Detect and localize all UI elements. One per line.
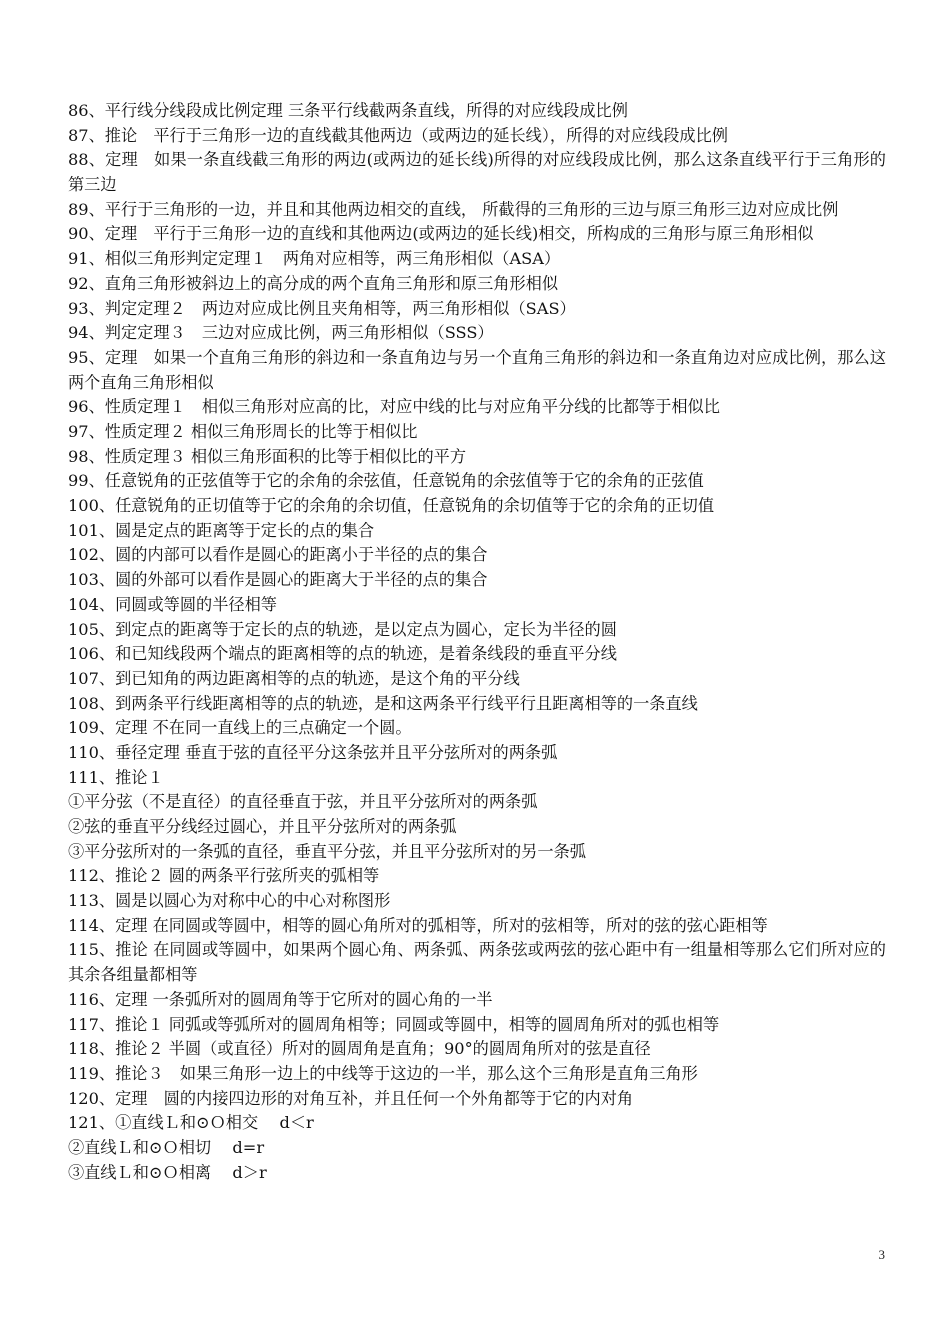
theorem-104: 104、同圆或等圆的半径相等 bbox=[68, 594, 277, 614]
theorem-103: 103、圆的外部可以看作是圆心的距离大于半径的点的集合 bbox=[68, 570, 488, 590]
theorem-121-item-2: ②直线Ｌ和⊙Ｏ相切 d=r bbox=[68, 1138, 265, 1157]
theorem-116: 116、定理 一条弧所对的圆周角等于它所对的圆心角的一半 bbox=[68, 989, 493, 1009]
theorem-117: 117、推论１ 同弧或等弧所对的圆周角相等；同圆或等圆中，相等的圆周角所对的弧也相等 bbox=[68, 1014, 720, 1034]
theorem-96: 96、性质定理１ 相似三角形对应高的比，对应中线的比与对应角平分线的比都等于相似比 bbox=[68, 397, 720, 417]
theorem-115: 115、推论 在同圆或等圆中，如果两个圆心角、两条弧、两条弦或两弦的弦心距中有一组量相等那么它们所对应的其余各组量都相等 bbox=[68, 940, 886, 985]
corollary-111-item-3: ③平分弦所对的一条弧的直径，垂直平分弦，并且平分弦所对的另一条弧 bbox=[68, 841, 586, 861]
theorem-86: 86、平行线分线段成比例定理 三条平行线截两条直线，所得的对应线段成比例 bbox=[68, 101, 628, 120]
theorem-121-item-3: ③直线Ｌ和⊙Ｏ相离 d＞r bbox=[68, 1162, 267, 1182]
theorem-87: 87、推论 平行于三角形一边的直线截其他两边（或两边的延长线），所得的对应线段成比例 bbox=[68, 125, 728, 145]
theorem-113: 113、圆是以圆心为对称中心的中心对称图形 bbox=[68, 891, 391, 911]
theorem-102: 102、圆的内部可以看作是圆心的距离小于半径的点的集合 bbox=[68, 545, 488, 565]
theorem-110: 110、垂径定理 垂直于弦的直径平分这条弦并且平分弦所对的两条弧 bbox=[68, 742, 558, 762]
document-body bbox=[68, 99, 886, 1185]
corollary-111-item-1: ①平分弦（不是直径）的直径垂直于弦，并且平分弦所对的两条弧 bbox=[68, 792, 538, 812]
theorem-106: 106、和已知线段两个端点的距离相等的点的轨迹，是着条线段的垂直平分线 bbox=[68, 644, 617, 664]
theorem-119: 119、推论３ 如果三角形一边上的中线等于这边的一半，那么这个三角形是直角三角形 bbox=[68, 1063, 698, 1083]
corollary-111-item-2: ②弦的垂直平分线经过圆心，并且平分弦所对的两条弧 bbox=[68, 817, 457, 837]
theorem-118: 118、推论２ 半圆（或直径）所对的圆周角是直角；90°的圆周角所对的弦是直径 bbox=[68, 1039, 651, 1059]
theorem-108: 108、到两条平行线距离相等的点的轨迹，是和这两条平行线平行且距离相等的一条直线 bbox=[68, 693, 698, 713]
theorem-101: 101、圆是定点的距离等于定长的点的集合 bbox=[68, 520, 375, 540]
page-number: 3 bbox=[878, 1247, 885, 1262]
theorem-92: 92、直角三角形被斜边上的高分成的两个直角三角形和原三角形相似 bbox=[68, 273, 559, 293]
theorem-99: 99、任意锐角的正弦值等于它的余角的余弦值，任意锐角的余弦值等于它的余角的正弦值 bbox=[68, 471, 704, 491]
theorem-121-item-1: 121、①直线Ｌ和⊙Ｏ相交 d＜r bbox=[68, 1113, 314, 1133]
theorem-120: 120、定理 圆的内接四边形的对角互补，并且任何一个外角都等于它的内对角 bbox=[68, 1088, 634, 1108]
theorem-105: 105、到定点的距离等于定长的点的轨迹，是以定点为圆心，定长为半径的圆 bbox=[68, 619, 617, 639]
theorem-88: 88、定理 如果一条直线截三角形的两边(或两边的延长线)所得的对应线段成比例，那么这条直线平行于三角形的第三边 bbox=[68, 150, 886, 195]
theorem-109: 109、定理 不在同一直线上的三点确定一个圆。 bbox=[68, 718, 412, 738]
theorem-98: 98、性质定理３ 相似三角形面积的比等于相似比的平方 bbox=[68, 446, 467, 466]
theorem-107: 107、到已知角的两边距离相等的点的轨迹，是这个角的平分线 bbox=[68, 668, 520, 688]
theorem-93: 93、判定定理２ 两边对应成比例且夹角相等，两三角形相似（SAS） bbox=[68, 298, 576, 318]
theorem-95: 95、定理 如果一个直角三角形的斜边和一条直角边与另一个直角三角形的斜边和一条直角边对应成比例，那么这两个直角三角形相似 bbox=[68, 347, 886, 392]
theorem-112: 112、推论２ 圆的两条平行弦所夹的弧相等 bbox=[68, 866, 380, 886]
theorem-114: 114、定理 在同圆或等圆中，相等的圆心角所对的弧相等，所对的弦相等，所对的弦的弦心距相等 bbox=[68, 915, 768, 935]
theorem-97: 97、性质定理２ 相似三角形周长的比等于相似比 bbox=[68, 422, 418, 442]
theorem-90: 90、定理 平行于三角形一边的直线和其他两边(或两边的延长线)相交，所构成的三角形与原三角形相似 bbox=[68, 224, 814, 244]
theorem-100: 100、任意锐角的正切值等于它的余角的余切值，任意锐角的余切值等于它的余角的正切值 bbox=[68, 496, 715, 516]
theorem-89: 89、平行于三角形的一边，并且和其他两边相交的直线， 所截得的三角形的三边与原三角形三边对应成比例 bbox=[68, 199, 839, 219]
theorem-91: 91、相似三角形判定定理１ 两角对应相等，两三角形相似（ASA） bbox=[68, 249, 561, 269]
theorem-111: 111、推论１ bbox=[68, 767, 164, 787]
theorem-94: 94、判定定理３ 三边对应成比例，两三角形相似（SSS） bbox=[68, 323, 494, 343]
